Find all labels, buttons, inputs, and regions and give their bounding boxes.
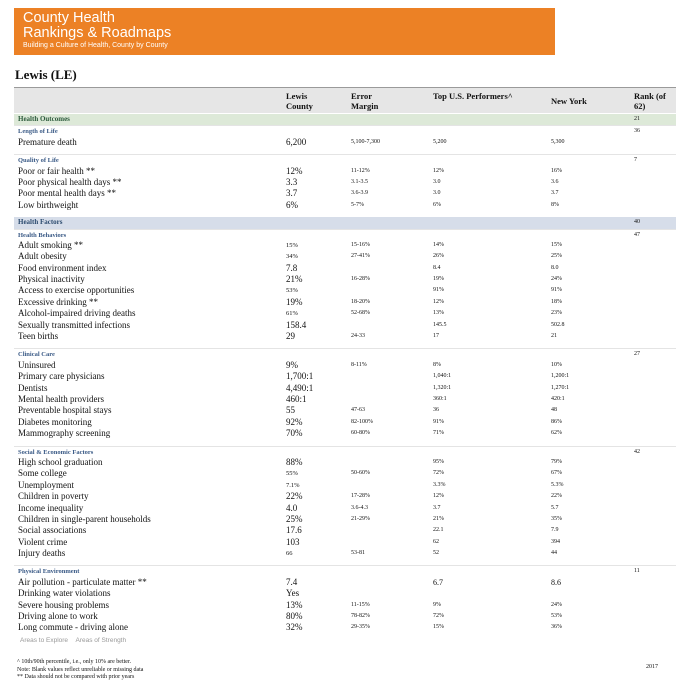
county-value: 7.8 [286,262,298,273]
table-row [14,457,676,468]
error-margin: 78-82% [351,613,370,620]
county-value: Yes [286,588,300,599]
row-label: High school graduation [18,456,103,467]
error-margin: 15-16% [351,241,370,248]
state-value: 67% [551,470,562,477]
table-row [14,588,676,599]
state-value: 21 [551,333,557,340]
county-value: 3.7 [286,188,298,199]
county-value: 13% [286,599,303,610]
top-performers-value: 360:1 [433,395,447,402]
top-performers-value: 9% [433,601,441,608]
table-header [14,87,676,113]
row-label: Poor mental health days ** [18,188,116,199]
county-value: 3.3 [286,176,298,187]
row-label: Uninsured [18,359,56,370]
state-value: 22% [551,493,562,500]
row-label: Long commute - driving alone [18,622,128,633]
top-performers-value: 52 [433,550,439,557]
county-value: 9% [286,359,298,370]
top-performers-value: 12% [433,493,444,500]
state-value: 25% [551,253,562,260]
row-label: Income inequality [18,502,84,513]
state-value: 48 [551,407,557,414]
footnote-prior-years: ** Data should not be compared with prior years [17,674,135,680]
error-margin: 17-28% [351,493,370,500]
error-margin: 52-68% [351,310,370,317]
top-performers-value: 19% [433,276,444,283]
error-margin: 21-29% [351,515,370,522]
top-performers-value: 3.7 [433,504,441,511]
state-value: 502.8 [551,321,565,328]
row-label: Poor physical health days ** [18,176,122,187]
state-value: 420:1 [551,395,565,402]
table-row [14,428,676,439]
header-state: New York [551,96,587,106]
report-year: 2017 [646,664,658,670]
top-performers-value: 13% [433,310,444,317]
top-performers-value: 3.0 [433,190,441,197]
state-value: 18% [551,298,562,305]
error-margin: 11-12% [351,167,370,174]
table-row [14,331,676,342]
footnote-percentile: ^ 10th/90th percentile, i.e., only 10% are better. [17,659,132,665]
county-value: 17.6 [286,525,302,536]
state-value: 16% [551,167,562,174]
row-label: Social & Economic Factors [18,448,94,456]
state-value: 3.7 [551,190,559,197]
table-row [14,525,676,536]
table-row [14,137,676,148]
subsection-header-row [14,348,676,359]
row-label: Injury deaths [18,548,66,559]
table-row [14,611,676,622]
row-label: Physical inactivity [18,274,85,285]
county-value: 34% [286,253,298,261]
row-label: Sexually transmitted infections [18,319,130,330]
subsection-header-row [14,125,676,136]
county-value: 53% [286,287,298,295]
row-label: Health Behaviors [18,231,67,239]
top-performers-value: 71% [433,430,444,437]
row-label: Health Factors [18,218,63,227]
county-value: 19% [286,296,303,307]
table-row [14,263,676,274]
error-margin: 16-28% [351,276,370,283]
error-margin: 29-35% [351,624,370,631]
state-value: 5.7 [551,504,559,511]
row-label: Primary care physicians [18,371,105,382]
brand-tagline: Building a Culture of Health, County by County [23,42,168,49]
county-value: 4.0 [286,502,298,513]
top-performers-value: 22.1 [433,527,444,534]
top-performers-value: 62 [433,538,439,545]
top-performers-value: 3.3% [433,481,446,488]
table-row [14,405,676,416]
row-label: Clinical Care [18,351,55,359]
state-value: 35% [551,515,562,522]
row-label: Health Outcomes [18,115,70,123]
state-value: 1,270:1 [551,384,570,391]
state-value: 394 [551,538,560,545]
row-label: Social associations [18,525,87,536]
top-performers-value: 6% [433,201,441,208]
error-margin: 53-81 [351,550,365,557]
subsection-header-row [14,446,676,457]
row-label: Air pollution - particulate matter ** [18,576,147,587]
row-label: Diabetes monitoring [18,416,92,427]
table-row [14,417,676,428]
footnote-blank: Note: Blank values reflect unreliable or missing data [17,666,144,673]
table-row [14,308,676,319]
legend-explore: Areas to Explore [20,637,69,644]
subsection-header-row [14,565,676,576]
measures-table [14,114,676,634]
county-value: 92% [286,416,303,427]
rank-value: 42 [634,448,640,455]
subsection-header-row [14,229,676,240]
top-performers-value: 95% [433,458,444,465]
top-performers-value: 72% [433,470,444,477]
error-margin: 11-15% [351,601,370,608]
state-value: 79% [551,458,562,465]
section-header-row [14,217,676,228]
state-value: 62% [551,430,562,437]
state-value: 23% [551,310,562,317]
row-label: Premature death [18,136,77,147]
row-label: Alcohol-impaired driving deaths [18,308,136,319]
error-margin: 27-41% [351,253,370,260]
page-title: Lewis (LE) [15,67,77,82]
rank-value: 36 [634,128,640,135]
footnotes [17,659,143,682]
table-row [14,622,676,633]
table-row [14,600,676,611]
top-performers-value: 6.7 [433,577,443,587]
error-margin: 3.6-3.9 [351,190,368,197]
state-value: 53% [551,613,562,620]
table-row [14,577,676,588]
row-label: Quality of Life [18,157,59,165]
state-value: 24% [551,601,562,608]
error-margin: 47-63 [351,407,365,414]
table-row [14,251,676,262]
state-value: 8.6 [551,577,561,587]
top-performers-value: 3.0 [433,178,441,185]
top-performers-value: 8% [433,361,441,368]
top-performers-value: 12% [433,167,444,174]
county-value: 22% [286,491,303,502]
subsection-header-row [14,154,676,165]
state-value: 8.0 [551,264,559,271]
county-value: 29 [286,331,295,342]
error-margin: 8-11% [351,361,367,368]
row-label: Severe housing problems [18,599,109,610]
county-value: 25% [286,513,303,524]
table-row [14,394,676,405]
county-value: 12% [286,165,303,176]
state-value: 5,300 [551,138,565,145]
rank-value: 47 [634,231,640,238]
row-label: Adult obesity [18,251,67,262]
top-performers-value: 26% [433,253,444,260]
header-top-performers: Top U.S. Performers^ [433,91,513,101]
county-value: 15% [286,241,298,249]
top-performers-value: 5,200 [433,138,447,145]
top-performers-value: 91% [433,287,444,294]
county-value: 6,200 [286,136,307,147]
county-value: 6% [286,199,298,210]
state-value: 36% [551,624,562,631]
county-value: 158.4 [286,319,307,330]
row-label: Preventable hospital stays [18,405,112,416]
brand-title-line1: County Health [23,10,115,26]
rank-value: 11 [634,568,640,575]
county-value: 21% [286,274,303,285]
row-label: Physical Environment [18,568,80,576]
rank-value: 40 [634,219,640,226]
county-value: 460:1 [286,393,307,404]
table-row [14,537,676,548]
row-label: Driving alone to work [18,611,98,622]
error-margin: 82-100% [351,418,373,425]
row-label: Food environment index [18,262,107,273]
error-margin: 24-33 [351,333,365,340]
table-row [14,514,676,525]
rank-value: 7 [634,157,637,164]
row-label: Children in single-parent households [18,513,151,524]
table-row [14,548,676,559]
top-performers-value: 72% [433,613,444,620]
state-value: 3.6 [551,178,559,185]
county-value: 32% [286,622,303,633]
table-row [14,480,676,491]
table-row [14,240,676,251]
top-performers-value: 36 [433,407,439,414]
error-margin: 3.6-4.3 [351,504,368,511]
state-value: 91% [551,287,562,294]
top-performers-value: 15% [433,624,444,631]
county-value: 7.4 [286,576,298,587]
top-performers-value: 145.5 [433,321,447,328]
table-row [14,166,676,177]
top-performers-value: 14% [433,241,444,248]
county-value: 103 [286,536,300,547]
state-value: 1,200:1 [551,373,570,380]
table-row [14,177,676,188]
table-row [14,360,676,371]
state-value: 44 [551,550,557,557]
county-value: 55% [286,470,298,478]
table-row [14,200,676,211]
state-value: 7.9 [551,527,559,534]
county-value: 55 [286,405,295,416]
brand-banner [14,8,555,55]
row-label: Unemployment [18,479,74,490]
row-label: Drinking water violations [18,588,111,599]
top-performers-value: 21% [433,515,444,522]
rank-value: 27 [634,351,640,358]
state-value: 15% [551,241,562,248]
row-label: Violent crime [18,536,68,547]
error-margin: 18-20% [351,298,370,305]
top-performers-value: 91% [433,418,444,425]
county-value: 66 [286,550,293,558]
brand-title-line2: Rankings & Roadmaps [23,25,172,41]
top-performers-value: 1,320:1 [433,384,452,391]
top-performers-value: 12% [433,298,444,305]
table-row [14,188,676,199]
table-row [14,297,676,308]
rank-value: 21 [634,116,640,122]
table-row [14,274,676,285]
row-label: Excessive drinking ** [18,296,98,307]
table-row [14,320,676,331]
legend [20,637,132,644]
row-label: Low birthweight [18,199,79,210]
top-performers-value: 8.4 [433,264,441,271]
section-header-row [14,114,676,125]
row-label: Adult smoking ** [18,239,84,250]
error-margin: 5,100-7,300 [351,138,380,145]
state-value: 86% [551,418,562,425]
row-label: Poor or fair health ** [18,165,95,176]
error-margin: 60-80% [351,430,370,437]
state-value: 5.3% [551,481,564,488]
table-row [14,491,676,502]
row-label: Teen births [18,331,59,342]
row-label: Dentists [18,382,48,393]
table-row [14,371,676,382]
header-error-margin: Error Margin [351,91,379,111]
county-value: 61% [286,310,298,318]
row-label: Access to exercise opportunities [18,285,135,296]
header-lewis-county: Lewis County [286,91,313,111]
table-row [14,468,676,479]
state-value: 8% [551,201,559,208]
row-label: Some college [18,468,67,479]
county-value: 80% [286,611,303,622]
table-row [14,503,676,514]
row-label: Length of Life [18,128,58,136]
legend-strength: Areas of Strength [75,637,127,644]
county-value: 88% [286,456,303,467]
top-performers-value: 17 [433,333,439,340]
state-value: 10% [551,361,562,368]
error-margin: 3.1-3.5 [351,178,368,185]
county-value: 4,490:1 [286,382,314,393]
row-label: Children in poverty [18,491,89,502]
row-label: Mammography screening [18,428,111,439]
row-label: Mental health providers [18,393,104,404]
county-value: 70% [286,428,303,439]
error-margin: 5-7% [351,201,364,208]
error-margin: 50-60% [351,470,370,477]
table-row [14,383,676,394]
county-value: 1,700:1 [286,371,314,382]
state-value: 24% [551,276,562,283]
county-value: 7.1% [286,481,300,489]
top-performers-value: 1,040:1 [433,373,452,380]
table-row [14,285,676,296]
header-rank: Rank (of 62) [634,91,666,111]
